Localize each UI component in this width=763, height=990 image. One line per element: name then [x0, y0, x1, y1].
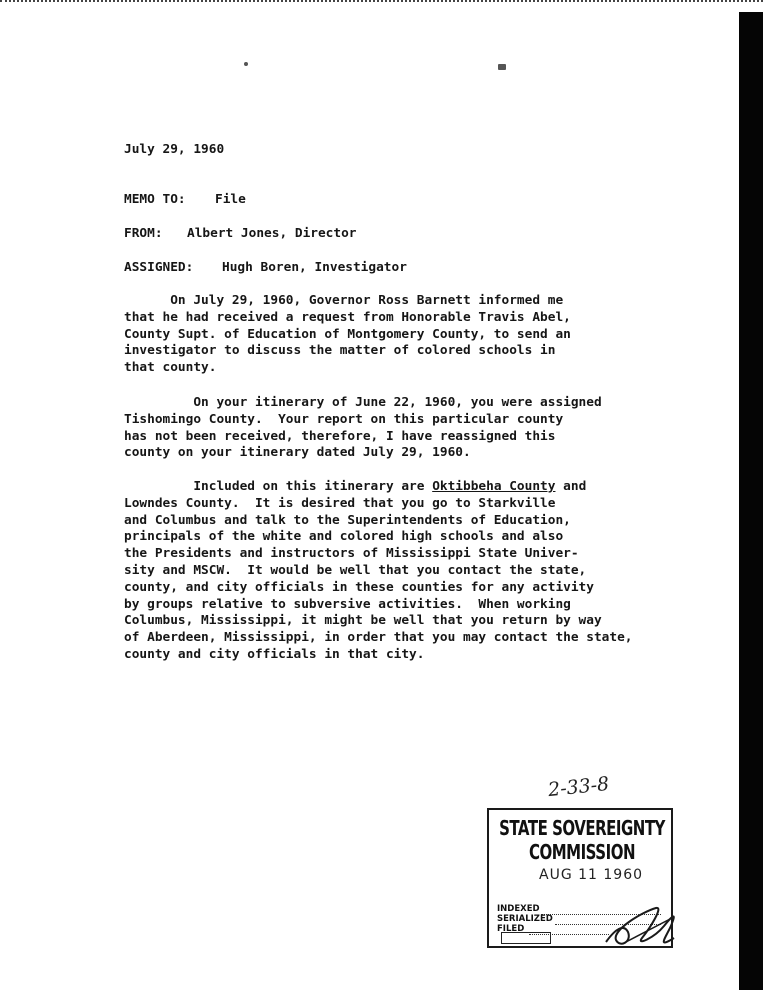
paragraph-text: Included on this itinerary are [124, 479, 433, 494]
underlined-county: Oktibbeha County [432, 479, 556, 494]
stamp-box [501, 932, 551, 944]
scan-speck [498, 64, 506, 70]
paragraph-line: Lowndes County. It is desired that you go to Starkville [124, 495, 556, 511]
paragraph-line: has not been received, therefore, I have reassigned this [124, 428, 556, 444]
memo-to-value: File [215, 192, 246, 207]
paragraph-line: investigator to discuss the matter of colored schools in [124, 343, 556, 359]
paragraph-line: of Aberdeen, Mississippi, in order that you may contact the state, [124, 630, 633, 646]
paragraph-line: the Presidents and instructors of Mississippi State Univer- [124, 546, 579, 562]
paragraph-3 [124, 479, 633, 664]
paragraph-line: sity and MSCW. It would be well that you contact the state, [124, 562, 587, 578]
paragraph-line: County Supt. of Education of Montgomery County, to send an [124, 326, 571, 342]
paragraph-line: and Columbus and talk to the Superintendents of Education, [124, 512, 571, 528]
paragraph-2 [124, 395, 602, 462]
scan-speck [244, 62, 248, 66]
paragraph-line: Columbus, Mississippi, it might be well that you return by way [124, 613, 602, 629]
handwritten-initials [602, 898, 682, 954]
handwritten-file-number: 2-33-8 [547, 772, 611, 802]
paragraph-line: On your itinerary of June 22, 1960, you were assigned [124, 395, 602, 410]
paragraph-line: by groups relative to subversive activities. When working [124, 596, 571, 612]
memo-to-label: MEMO TO: [124, 192, 186, 207]
memo-date: July 29, 1960 [124, 142, 225, 157]
paragraph-line: principals of the white and colored high schools and also [124, 529, 564, 545]
paragraph-line: county and city officials in that city. [124, 646, 425, 662]
paragraph-line: county, and city officials in these counties for any activity [124, 579, 594, 595]
page-top-edge [0, 0, 763, 4]
paragraph-line: that county. [124, 360, 217, 376]
stamp-serialized-label: SERIALIZED [497, 914, 553, 924]
paragraph-1 [124, 293, 571, 377]
stamp-indexed-label: INDEXED [497, 904, 540, 914]
paragraph-text: and [555, 479, 587, 494]
paragraph-line: On July 29, 1960, Governor Ross Barnett informed me [124, 293, 564, 308]
memo-from-value: Albert Jones, Director [187, 226, 357, 241]
memo-assigned-label: ASSIGNED: [124, 260, 194, 275]
stamp-title: STATE SOVEREIGNTY COMMISSION [499, 816, 665, 865]
paragraph-line: that he had received a request from Honorable Travis Abel, [124, 309, 571, 325]
stamp-filed-label: FILED [497, 924, 525, 934]
paragraph-line: county on your itinerary dated July 29, 1960. [124, 445, 471, 461]
scan-edge-shadow [739, 12, 763, 990]
paragraph-line: Tishomingo County. Your report on this particular county [124, 411, 564, 427]
memo-assigned-value: Hugh Boren, Investigator [222, 260, 407, 275]
memo-from-label: FROM: [124, 226, 163, 241]
stamp-date: AUG 11 1960 [539, 867, 644, 883]
paragraph-line [124, 479, 633, 496]
